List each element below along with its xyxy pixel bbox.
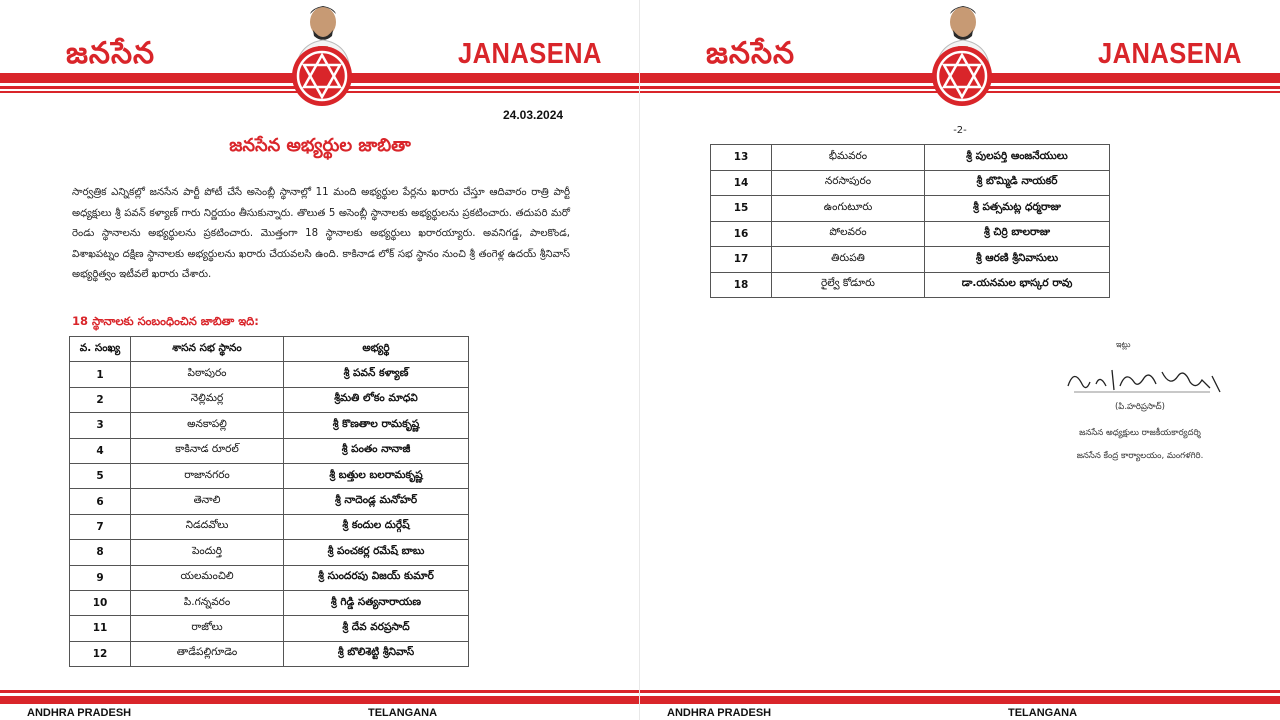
intro-paragraph: సార్వత్రిక ఎన్నికల్లో జనసేన పార్టీ పోటీ చేసే అసెంబ్లీ స్థానాల్లో 11 మంది అభ్యర్థుల పేర్లను ఖరారు చేస్తూ ఆదివారం రాత్రి పార్టీ అధ్యక్షులు శ్రీ పవన్ కళ్యాణ్ గారు నిర్ణయం తీసుకున్నారు. తొలుత 5 అసెంబ్లీ స్థానాలకు అభ్యర్థులను ప్రకటించారు. తదుపరి మరో రెండు స్థానాలను అభ్యర్థులను ప్రకటించారు. మొత్తంగా 18 స్థానాలకు అభ్యర్థులు ఖరారయ్యారు. అవనిగడ్డ, పాలకొండ, విశాఖపట్నం దక్షిణ స్థానాలకు అభ్యర్థులను ఖరారు చేయవలసి ఉంది. కాకినాడ లోక్ సభ స్థానం నుంచి శ్రీ తంగెళ్ల ఉదయ్ శ్రీనివాస్ అభ్యర్థిత్వం ఇటీవలే ఖరారు చేశారు. bbox=[72, 187, 570, 280]
candidate-cell: శ్రీ దేవ వరప్రసాద్ bbox=[284, 616, 469, 641]
footer-andhra-pradesh: ANDHRA PRADESH bbox=[27, 707, 132, 719]
table-row bbox=[70, 362, 469, 387]
table-row bbox=[70, 489, 469, 514]
document-date: 24.03.2024 bbox=[503, 108, 564, 122]
constituency-cell: పి.గన్నవరం bbox=[131, 590, 284, 615]
red-star-emblem-icon bbox=[930, 44, 994, 108]
footer-stripe bbox=[640, 690, 1280, 693]
header-constituency: శాసన సభ స్థానం bbox=[131, 337, 284, 362]
brand-english: JANASENA bbox=[458, 38, 602, 70]
list-heading: 18 స్థానాలకు సంబంధించిన జాబితా ఇది: bbox=[72, 314, 259, 328]
candidate-cell: డా.యనమల భాస్కర రావు bbox=[925, 272, 1110, 298]
candidate-cell: శ్రీ పులపర్తి ఆంజనేయులు bbox=[925, 145, 1110, 171]
footer-telangana: TELANGANA bbox=[1008, 707, 1078, 719]
candidate-cell: శ్రీ పంతం నానాజీ bbox=[284, 438, 469, 463]
serial-cell: 14 bbox=[711, 170, 772, 196]
candidate-cell: శ్రీ గిడ్డి సత్యనారాయణ bbox=[284, 590, 469, 615]
candidate-cell: శ్రీ పవన్ కళ్యాణ్ bbox=[284, 362, 469, 387]
document-page-2 bbox=[640, 0, 1280, 720]
constituency-cell: ఉంగుటూరు bbox=[772, 196, 925, 222]
serial-cell: 3 bbox=[70, 413, 131, 438]
constituency-cell: పోలవరం bbox=[772, 221, 925, 247]
table-row bbox=[70, 565, 469, 590]
constituency-cell: తెనాలి bbox=[131, 489, 284, 514]
brand-english: JANASENA bbox=[1098, 38, 1242, 70]
table-row bbox=[70, 514, 469, 539]
constituency-cell: నెల్లిమర్ల bbox=[131, 387, 284, 412]
table-row bbox=[711, 170, 1110, 196]
table-row bbox=[70, 438, 469, 463]
table-row bbox=[70, 641, 469, 666]
serial-cell: 7 bbox=[70, 514, 131, 539]
serial-cell: 13 bbox=[711, 145, 772, 171]
serial-cell: 18 bbox=[711, 272, 772, 298]
serial-cell: 9 bbox=[70, 565, 131, 590]
signatory-name: (పి.హరిప్రసాద్) bbox=[1114, 402, 1165, 412]
constituency-cell: రాజానగరం bbox=[131, 463, 284, 488]
table-row bbox=[70, 616, 469, 641]
table-row bbox=[70, 540, 469, 565]
serial-cell: 2 bbox=[70, 387, 131, 412]
footer-stripe bbox=[0, 690, 640, 693]
constituency-cell: పెందుర్తి bbox=[131, 540, 284, 565]
serial-cell: 10 bbox=[70, 590, 131, 615]
constituency-cell: రాజోలు bbox=[131, 616, 284, 641]
candidate-cell: శ్రీ సుందరపు విజయ్ కుమార్ bbox=[284, 565, 469, 590]
serial-cell: 16 bbox=[711, 221, 772, 247]
signatory-office: జనసేన కేంద్ర కార్యాలయం, మంగళగిరి. bbox=[1076, 451, 1204, 461]
candidate-cell: శ్రీ నాదెండ్ల మనోహర్ bbox=[284, 489, 469, 514]
serial-cell: 11 bbox=[70, 616, 131, 641]
constituency-cell: నిడదవోలు bbox=[131, 514, 284, 539]
constituency-cell: తిరుపతి bbox=[772, 247, 925, 273]
table-row bbox=[70, 387, 469, 412]
footer-stripe-thick bbox=[0, 696, 640, 704]
constituency-cell: కాకినాడ రూరల్ bbox=[131, 438, 284, 463]
serial-cell: 1 bbox=[70, 362, 131, 387]
constituency-cell: యలమంచిలి bbox=[131, 565, 284, 590]
candidate-cell: శ్రీ బొమ్మిడి నాయకర్ bbox=[925, 170, 1110, 196]
serial-cell: 12 bbox=[70, 641, 131, 666]
header-candidate: అభ్యర్థి bbox=[284, 337, 469, 362]
candidate-cell: శ్రీ బత్తుల బలరామకృష్ణ bbox=[284, 463, 469, 488]
table-row bbox=[70, 463, 469, 488]
constituency-cell: పిఠాపురం bbox=[131, 362, 284, 387]
brand-telugu: జనసేన bbox=[66, 36, 156, 71]
table-row bbox=[711, 145, 1110, 171]
brand-telugu: జనసేన bbox=[706, 36, 796, 71]
constituency-cell: నరసాపురం bbox=[772, 170, 925, 196]
candidate-cell: శ్రీమతి లోకం మాధవి bbox=[284, 387, 469, 412]
footer-telangana: TELANGANA bbox=[368, 707, 438, 719]
candidate-cell: శ్రీ పంచకర్ల రమేష్ బాబు bbox=[284, 540, 469, 565]
constituency-cell: భీమవరం bbox=[772, 145, 925, 171]
candidate-cell: శ్రీ కొణతాల రామకృష్ణ bbox=[284, 413, 469, 438]
table-row bbox=[711, 196, 1110, 222]
serial-cell: 4 bbox=[70, 438, 131, 463]
serial-cell: 6 bbox=[70, 489, 131, 514]
table-row bbox=[711, 247, 1110, 273]
candidate-cell: శ్రీ బొలిశెట్టి శ్రీనివాస్ bbox=[284, 641, 469, 666]
serial-cell: 5 bbox=[70, 463, 131, 488]
red-star-emblem-icon bbox=[290, 44, 354, 108]
serial-cell: 15 bbox=[711, 196, 772, 222]
table-row bbox=[711, 221, 1110, 247]
table-row bbox=[70, 413, 469, 438]
page-number: -2- bbox=[953, 125, 967, 136]
document-title: జనసేన అభ్యర్థుల జాబితా bbox=[229, 135, 411, 156]
serial-cell: 8 bbox=[70, 540, 131, 565]
serial-cell: 17 bbox=[711, 247, 772, 273]
candidate-cell: శ్రీ కందుల దుర్గేష్ bbox=[284, 514, 469, 539]
table-header-row bbox=[70, 337, 469, 362]
candidate-table-continued bbox=[710, 144, 1110, 298]
header-serial: వ. సంఖ్య bbox=[70, 337, 131, 362]
signature-label: ఇట్లు bbox=[1116, 340, 1131, 349]
signatory-role: జనసేన అధ్యక్షులు రాజకీయకార్యదర్శి bbox=[1079, 428, 1201, 438]
table-row bbox=[711, 272, 1110, 298]
table-row bbox=[70, 590, 469, 615]
constituency-cell: తాడేపల్లిగూడెం bbox=[131, 641, 284, 666]
candidate-cell: శ్రీ పత్సమట్ల ధర్మరాజు bbox=[925, 196, 1110, 222]
handwritten-signature-icon bbox=[1060, 358, 1230, 398]
candidate-cell: శ్రీ చిర్రి బాలరాజు bbox=[925, 221, 1110, 247]
footer-stripe-thick bbox=[640, 696, 1280, 704]
candidate-cell: శ్రీ ఆరణి శ్రీనివాసులు bbox=[925, 247, 1110, 273]
constituency-cell: అనకాపల్లి bbox=[131, 413, 284, 438]
constituency-cell: రైల్వే కోడూరు bbox=[772, 272, 925, 298]
candidate-table bbox=[69, 336, 469, 667]
footer-andhra-pradesh: ANDHRA PRADESH bbox=[667, 707, 772, 719]
